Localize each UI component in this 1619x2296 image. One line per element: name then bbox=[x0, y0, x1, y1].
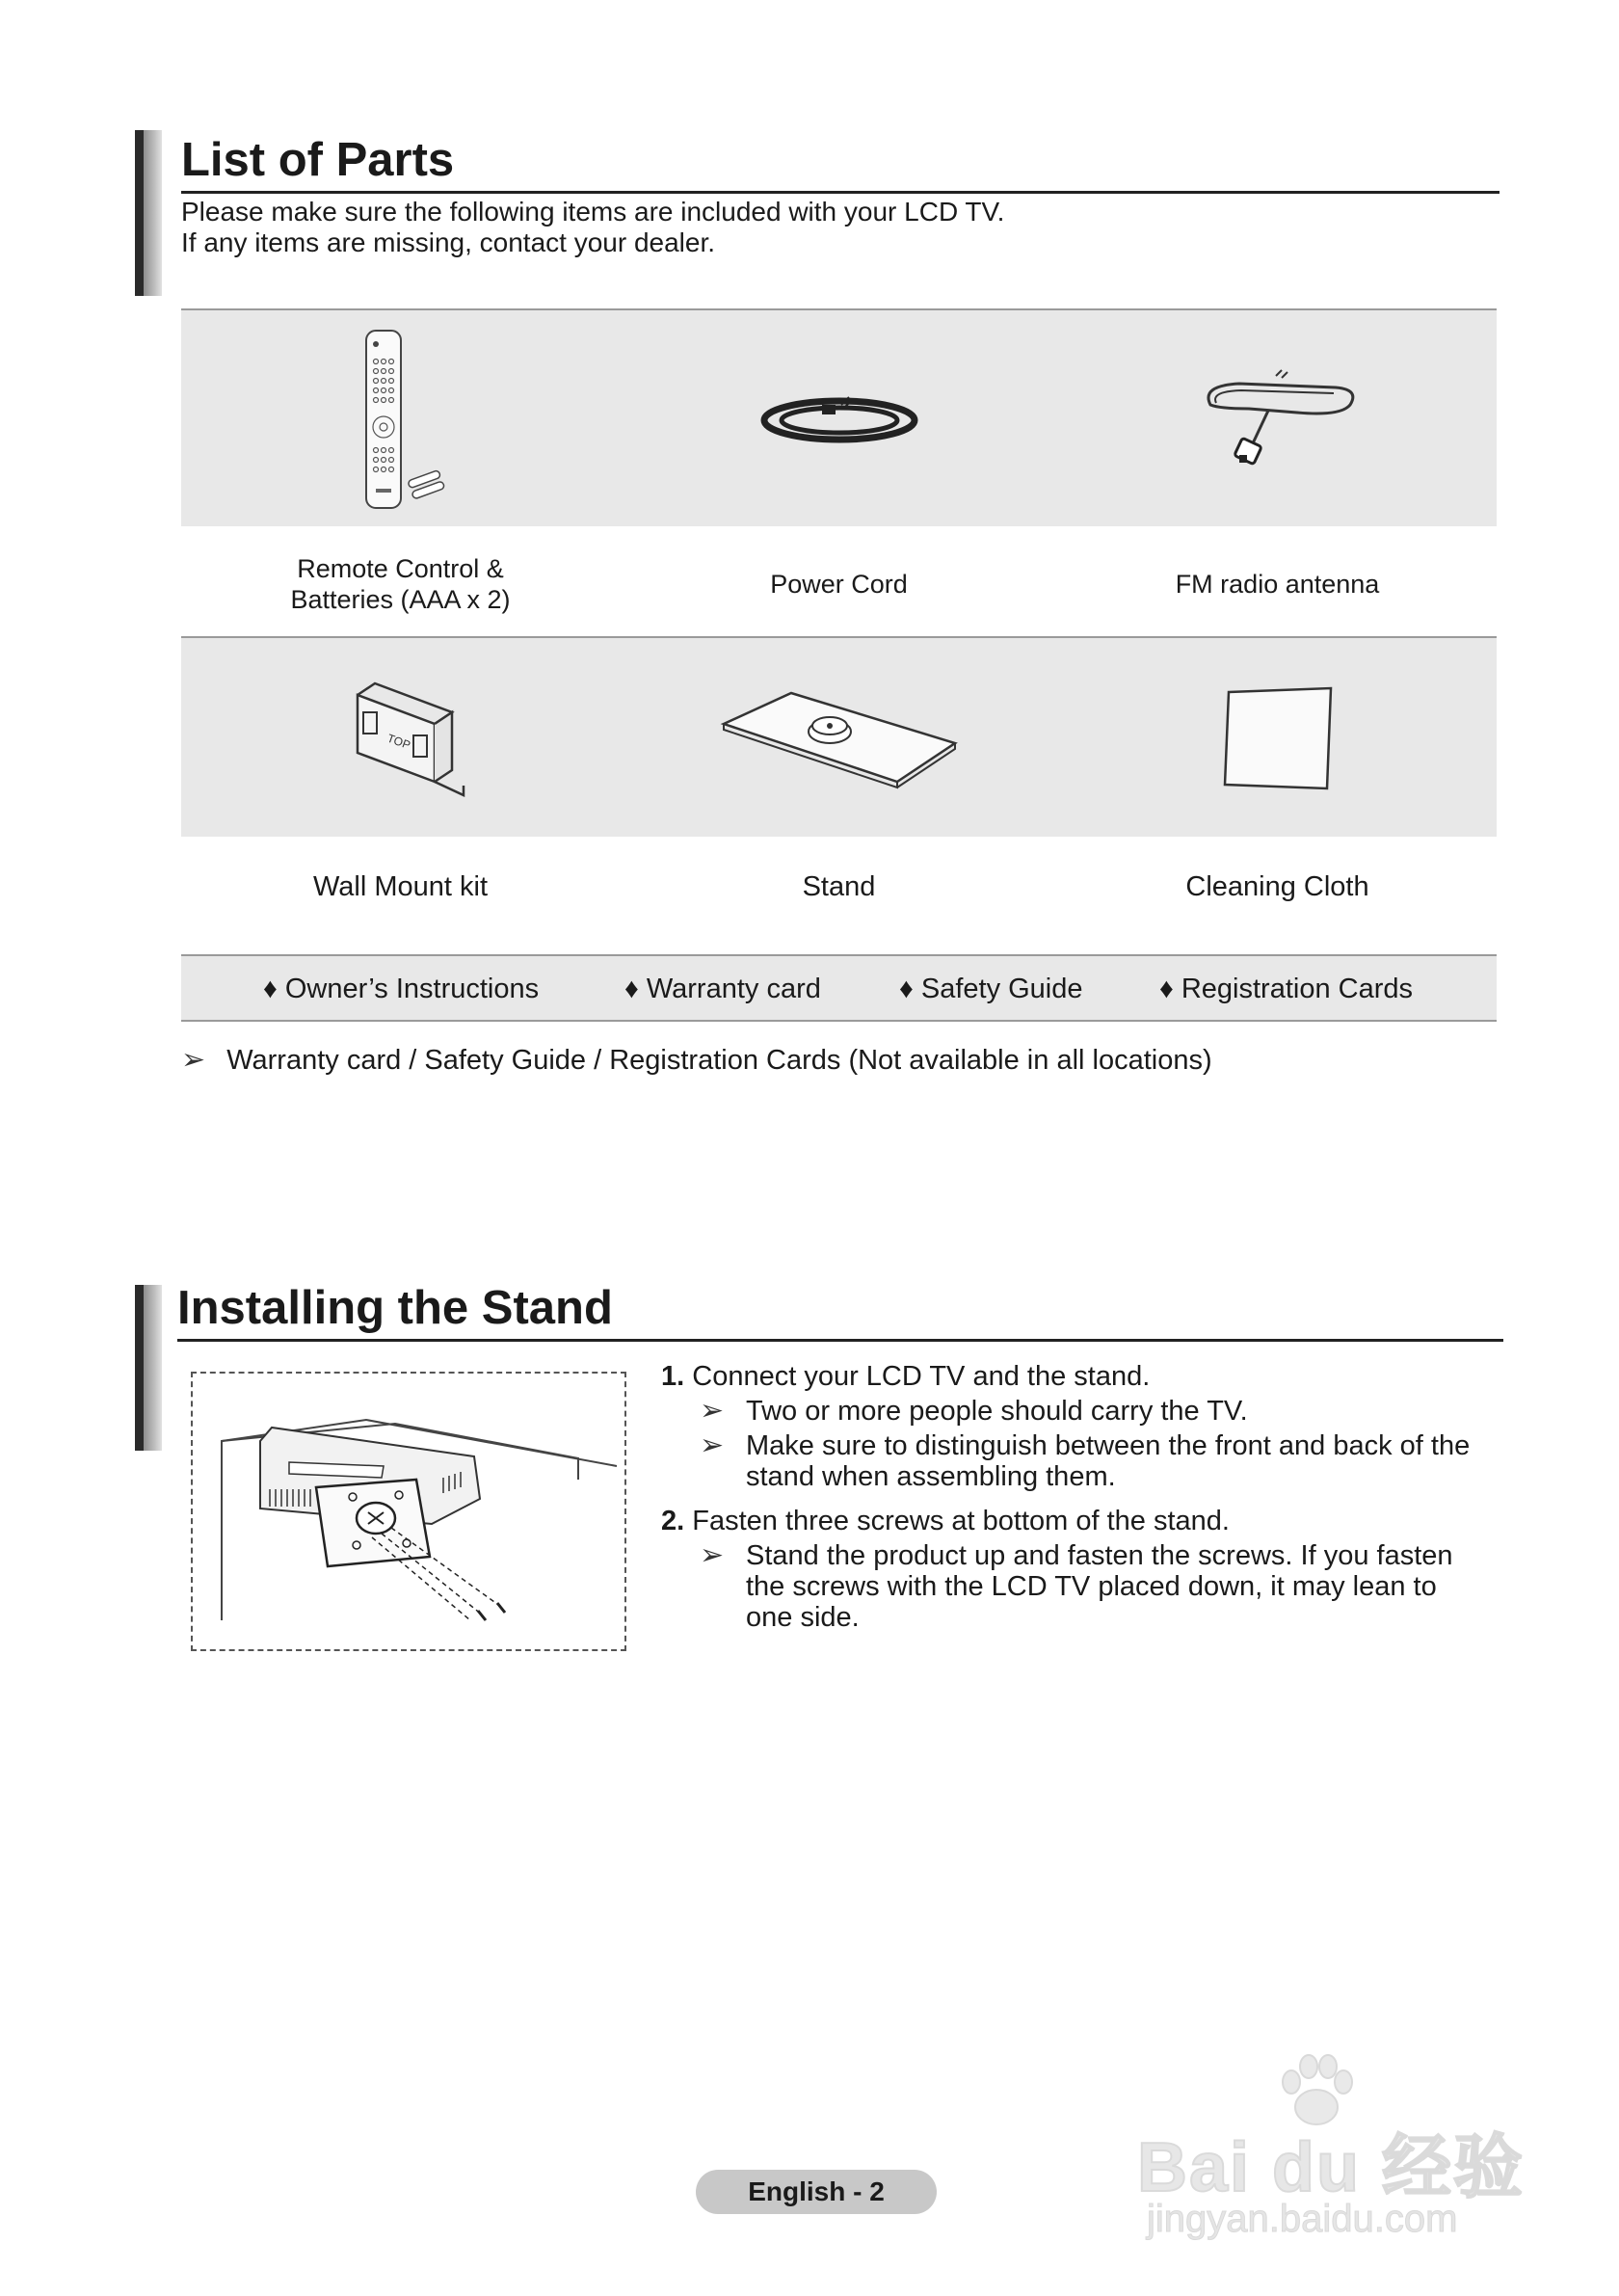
power-cord-icon bbox=[753, 376, 926, 463]
stand-image bbox=[620, 646, 1058, 831]
step-2-note-1 bbox=[661, 1540, 1480, 1633]
note-arrow-icon: ➢ bbox=[700, 1429, 725, 1461]
availability-note-text: Warranty card / Safety Guide / Registration Cards (Not available in all locations) bbox=[226, 1045, 1212, 1076]
step-text: Connect your LCD TV and the stand. bbox=[692, 1361, 1151, 1392]
section-marker-bar bbox=[135, 130, 162, 296]
step-text: Fasten three screws at bottom of the stand. bbox=[692, 1506, 1230, 1536]
cleaning-cloth-icon bbox=[1215, 681, 1340, 796]
remote-control-label bbox=[181, 540, 620, 628]
step-number: 2. bbox=[661, 1506, 685, 1536]
fm-antenna-icon bbox=[1191, 366, 1365, 472]
remote-label-line-2: Batteries (AAA x 2) bbox=[290, 585, 511, 614]
documents-row bbox=[181, 954, 1497, 1022]
wall-mount-label: Wall Mount kit bbox=[312, 871, 489, 902]
wall-mount-kit-icon bbox=[319, 666, 483, 811]
title-rule bbox=[181, 191, 1500, 194]
power-cord-label: Power Cord bbox=[770, 570, 908, 599]
watermark-url: jingyan.baidu.com bbox=[1147, 2198, 1458, 2240]
watermark-brand: Bai du 经验 bbox=[1137, 2129, 1526, 2206]
remote-label-line-1: Remote Control & bbox=[297, 554, 504, 583]
note-arrow-icon: ➢ bbox=[700, 1395, 725, 1427]
fm-antenna-image bbox=[1058, 318, 1497, 521]
step-note-text: Two or more people should carry the TV. bbox=[746, 1396, 1248, 1427]
stand-label: Stand bbox=[802, 871, 876, 902]
power-cord-image bbox=[620, 318, 1058, 521]
stand-icon bbox=[704, 676, 974, 801]
cleaning-cloth-image bbox=[1058, 646, 1497, 831]
baidu-watermark bbox=[1137, 2053, 1542, 2256]
step-2 bbox=[661, 1506, 1480, 1536]
doc-warranty-card: ♦ Warranty card bbox=[624, 974, 821, 1004]
doc-safety-guide: ♦ Safety Guide bbox=[899, 974, 1083, 1004]
step-number: 1. bbox=[661, 1361, 685, 1392]
stand-installation-illustration bbox=[191, 1372, 626, 1651]
stand-section-title: Installing the Stand bbox=[177, 1282, 613, 1334]
title-rule bbox=[177, 1339, 1503, 1342]
remote-control-image bbox=[181, 318, 620, 521]
step-1 bbox=[661, 1361, 1480, 1392]
doc-registration-cards: ♦ Registration Cards bbox=[1159, 974, 1414, 1004]
installation-steps bbox=[661, 1361, 1480, 1633]
availability-note bbox=[181, 1044, 1212, 1077]
step-1-note-1 bbox=[661, 1396, 1480, 1427]
parts-intro bbox=[181, 197, 1004, 258]
intro-line-2: If any items are missing, contact your dealer. bbox=[181, 227, 716, 257]
note-arrow-icon: ➢ bbox=[181, 1044, 206, 1076]
section-marker-bar bbox=[135, 1285, 162, 1451]
doc-owners-instructions: ♦ Owner’s Instructions bbox=[263, 974, 540, 1004]
step-note-text: Make sure to distinguish between the front and back of the stand when assembling them. bbox=[746, 1430, 1471, 1492]
intro-line-1: Please make sure the following items are included with your LCD TV. bbox=[181, 197, 1005, 227]
parts-title: List of Parts bbox=[181, 134, 455, 186]
cleaning-cloth-label: Cleaning Cloth bbox=[1185, 871, 1369, 902]
fm-antenna-label: FM radio antenna bbox=[1175, 570, 1380, 599]
wall-mount-image bbox=[181, 646, 620, 831]
page-number-badge: English - 2 bbox=[696, 2170, 937, 2214]
step-1-note-2 bbox=[661, 1430, 1480, 1492]
remote-control-icon bbox=[333, 323, 468, 516]
step-note-text: Stand the product up and fasten the screws. If you fasten the screws with the LCD TV placed down, it may lean to one side. bbox=[746, 1540, 1453, 1633]
note-arrow-icon: ➢ bbox=[700, 1539, 725, 1571]
svg-text:TOP: TOP bbox=[385, 731, 412, 753]
stand-installation-diagram-icon bbox=[193, 1374, 624, 1649]
